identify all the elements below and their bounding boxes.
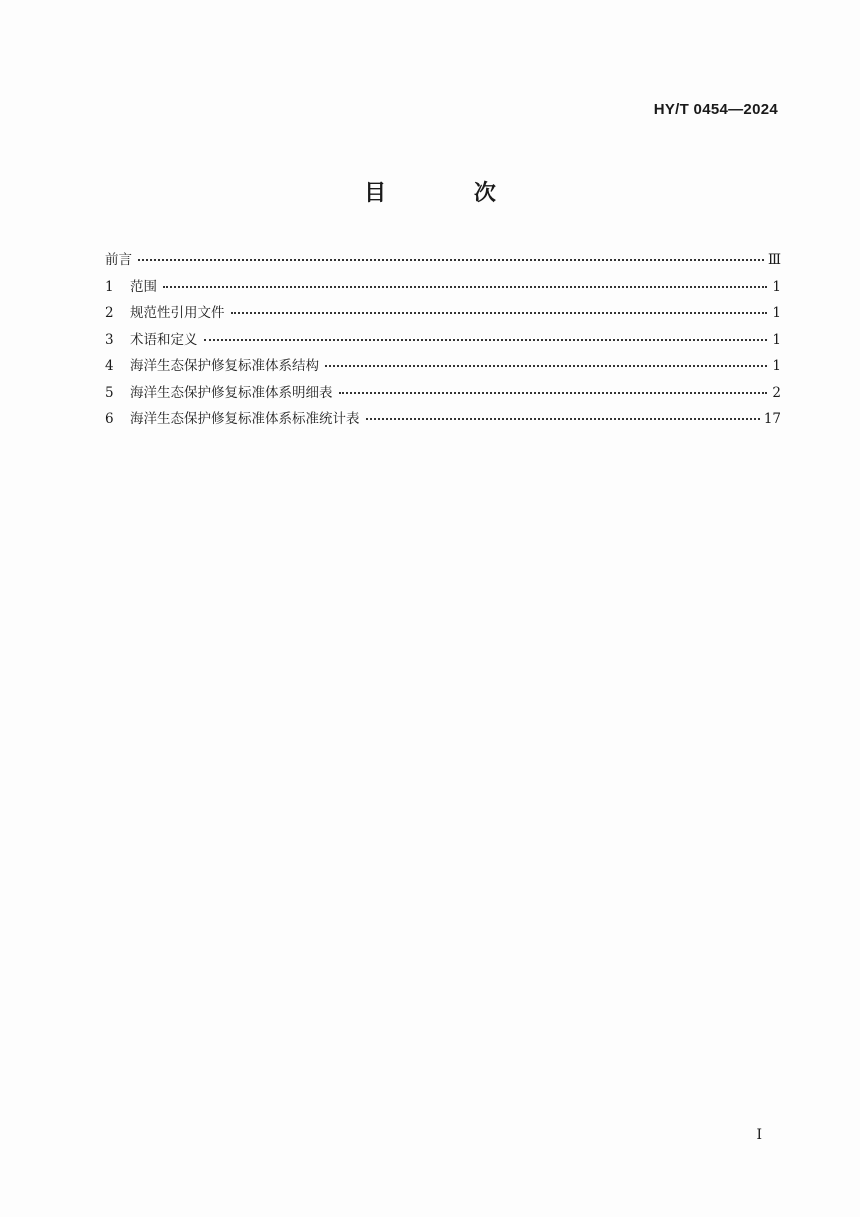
toc-entry-label: 规范性引用文件 <box>130 305 225 321</box>
toc-entry-label: 术语和定义 <box>130 331 198 348</box>
page-title: 目 次 <box>364 181 536 206</box>
toc-entry-page: 1 <box>772 305 781 321</box>
toc-entry-label: 海洋生态保护修复标准体系结构 <box>130 358 319 374</box>
dot-leader <box>325 351 767 367</box>
page-number: I <box>756 1127 762 1143</box>
dot-leader <box>231 298 768 314</box>
toc-entry-page: 1 <box>772 331 781 348</box>
table-of-contents <box>105 248 781 434</box>
toc-entry-label: 前言 <box>105 252 132 268</box>
dot-leader <box>163 272 767 288</box>
dot-leader <box>366 404 760 420</box>
document-number: HY/T 0454—2024 <box>653 101 778 118</box>
toc-entry-number: 6 <box>105 411 114 427</box>
dot-leader <box>339 378 768 394</box>
toc-entry-number: 1 <box>105 278 114 295</box>
toc-entry-page: 1 <box>772 358 781 374</box>
toc-entry-statistics-table[interactable] <box>105 407 781 434</box>
dot-leader <box>204 325 768 341</box>
toc-entry-page: 1 <box>772 278 781 295</box>
toc-entry-label: 范围 <box>130 278 157 295</box>
toc-entry-number: 2 <box>105 305 114 321</box>
toc-entry-number: 3 <box>105 331 114 348</box>
toc-entry-number: 4 <box>105 358 114 374</box>
toc-entry-label: 海洋生态保护修复标准体系标准统计表 <box>130 411 360 427</box>
toc-entry-number: 5 <box>105 384 114 401</box>
toc-entry-label: 海洋生态保护修复标准体系明细表 <box>130 384 333 401</box>
toc-entry-page: 2 <box>772 384 781 401</box>
toc-entry-page: Ⅲ <box>767 252 781 268</box>
toc-entry-page: 17 <box>763 411 781 427</box>
dot-leader <box>138 245 764 261</box>
